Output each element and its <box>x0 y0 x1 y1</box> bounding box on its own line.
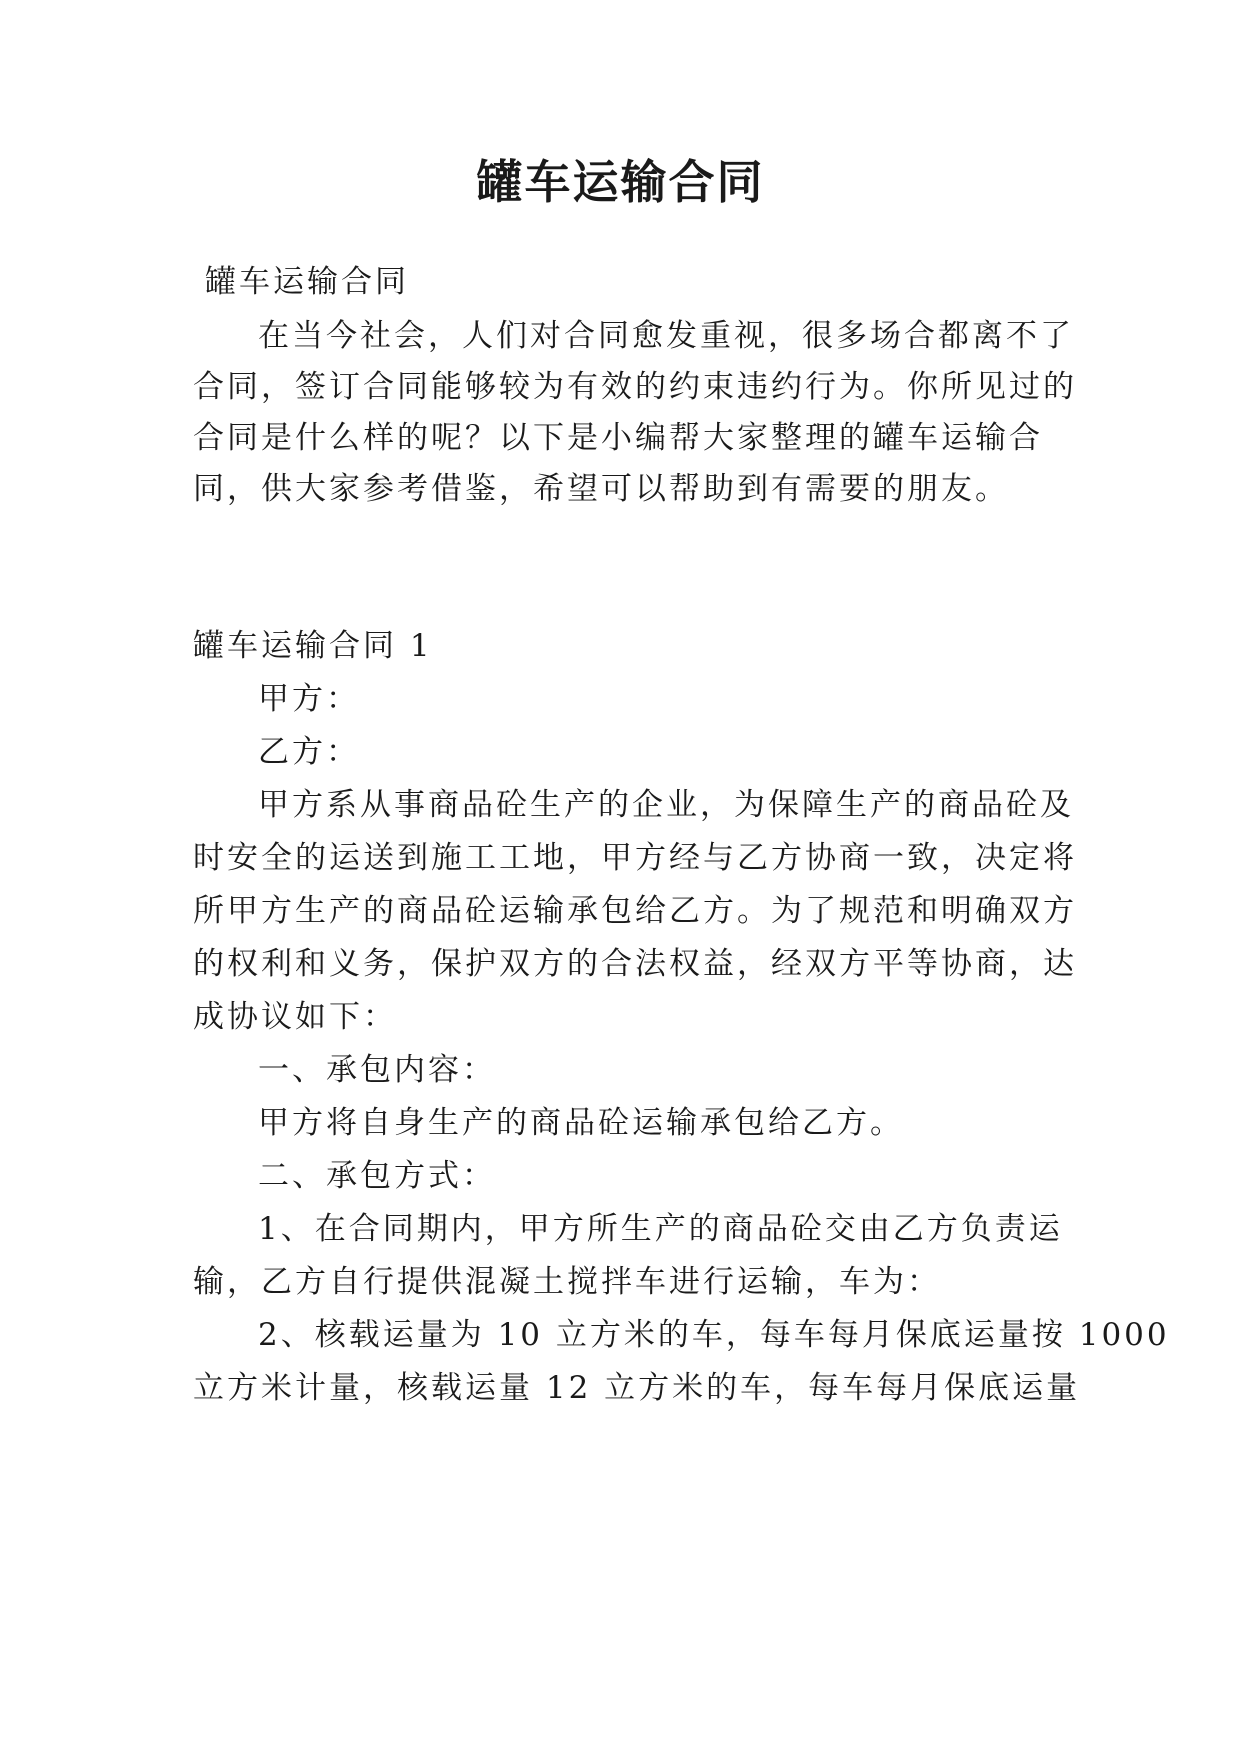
clause-item-line: 输，乙方自行提供混凝土搅拌车进行运输，车为： <box>193 1264 941 1300</box>
party-a-label: 甲方： <box>258 681 360 717</box>
background-line: 的权利和义务，保护双方的合法权益，经双方平等协商，达 <box>193 946 1077 982</box>
background-line: 所甲方生产的商品砼运输承包给乙方。为了规范和明确双方 <box>193 893 1077 929</box>
clause-heading: 二、承包方式： <box>258 1158 496 1194</box>
section-heading: 罐车运输合同 1 <box>193 628 433 664</box>
background-line: 甲方系从事商品砼生产的企业，为保障生产的商品砼及 <box>258 787 1074 823</box>
clause-heading: 一、承包内容： <box>258 1052 496 1088</box>
clause-text: 甲方将自身生产的商品砼运输承包给乙方。 <box>258 1105 904 1141</box>
intro-line: 合同，签订合同能够较为有效的约束违约行为。你所见过的 <box>193 369 1077 405</box>
document-subtitle: 罐车运输合同 <box>205 264 409 300</box>
intro-line: 同，供大家参考借鉴，希望可以帮助到有需要的朋友。 <box>193 471 1009 507</box>
clause-item-line: 2、核载运量为 10 立方米的车，每车每月保底运量按 1000 <box>258 1317 1170 1353</box>
background-line: 成协议如下： <box>193 999 397 1035</box>
clause-item-line: 1、在合同期内，甲方所生产的商品砼交由乙方负责运 <box>258 1211 1063 1247</box>
background-line: 时安全的运送到施工工地，甲方经与乙方协商一致，决定将 <box>193 840 1077 876</box>
party-b-label: 乙方： <box>258 734 360 770</box>
document-title: 罐车运输合同 <box>476 155 765 209</box>
intro-line: 合同是什么样的呢？以下是小编帮大家整理的罐车运输合 <box>193 420 1043 456</box>
clause-item-line: 立方米计量，核载运量 12 立方米的车，每车每月保底运量 <box>193 1370 1081 1406</box>
intro-line: 在当今社会，人们对合同愈发重视，很多场合都离不了 <box>258 318 1074 354</box>
